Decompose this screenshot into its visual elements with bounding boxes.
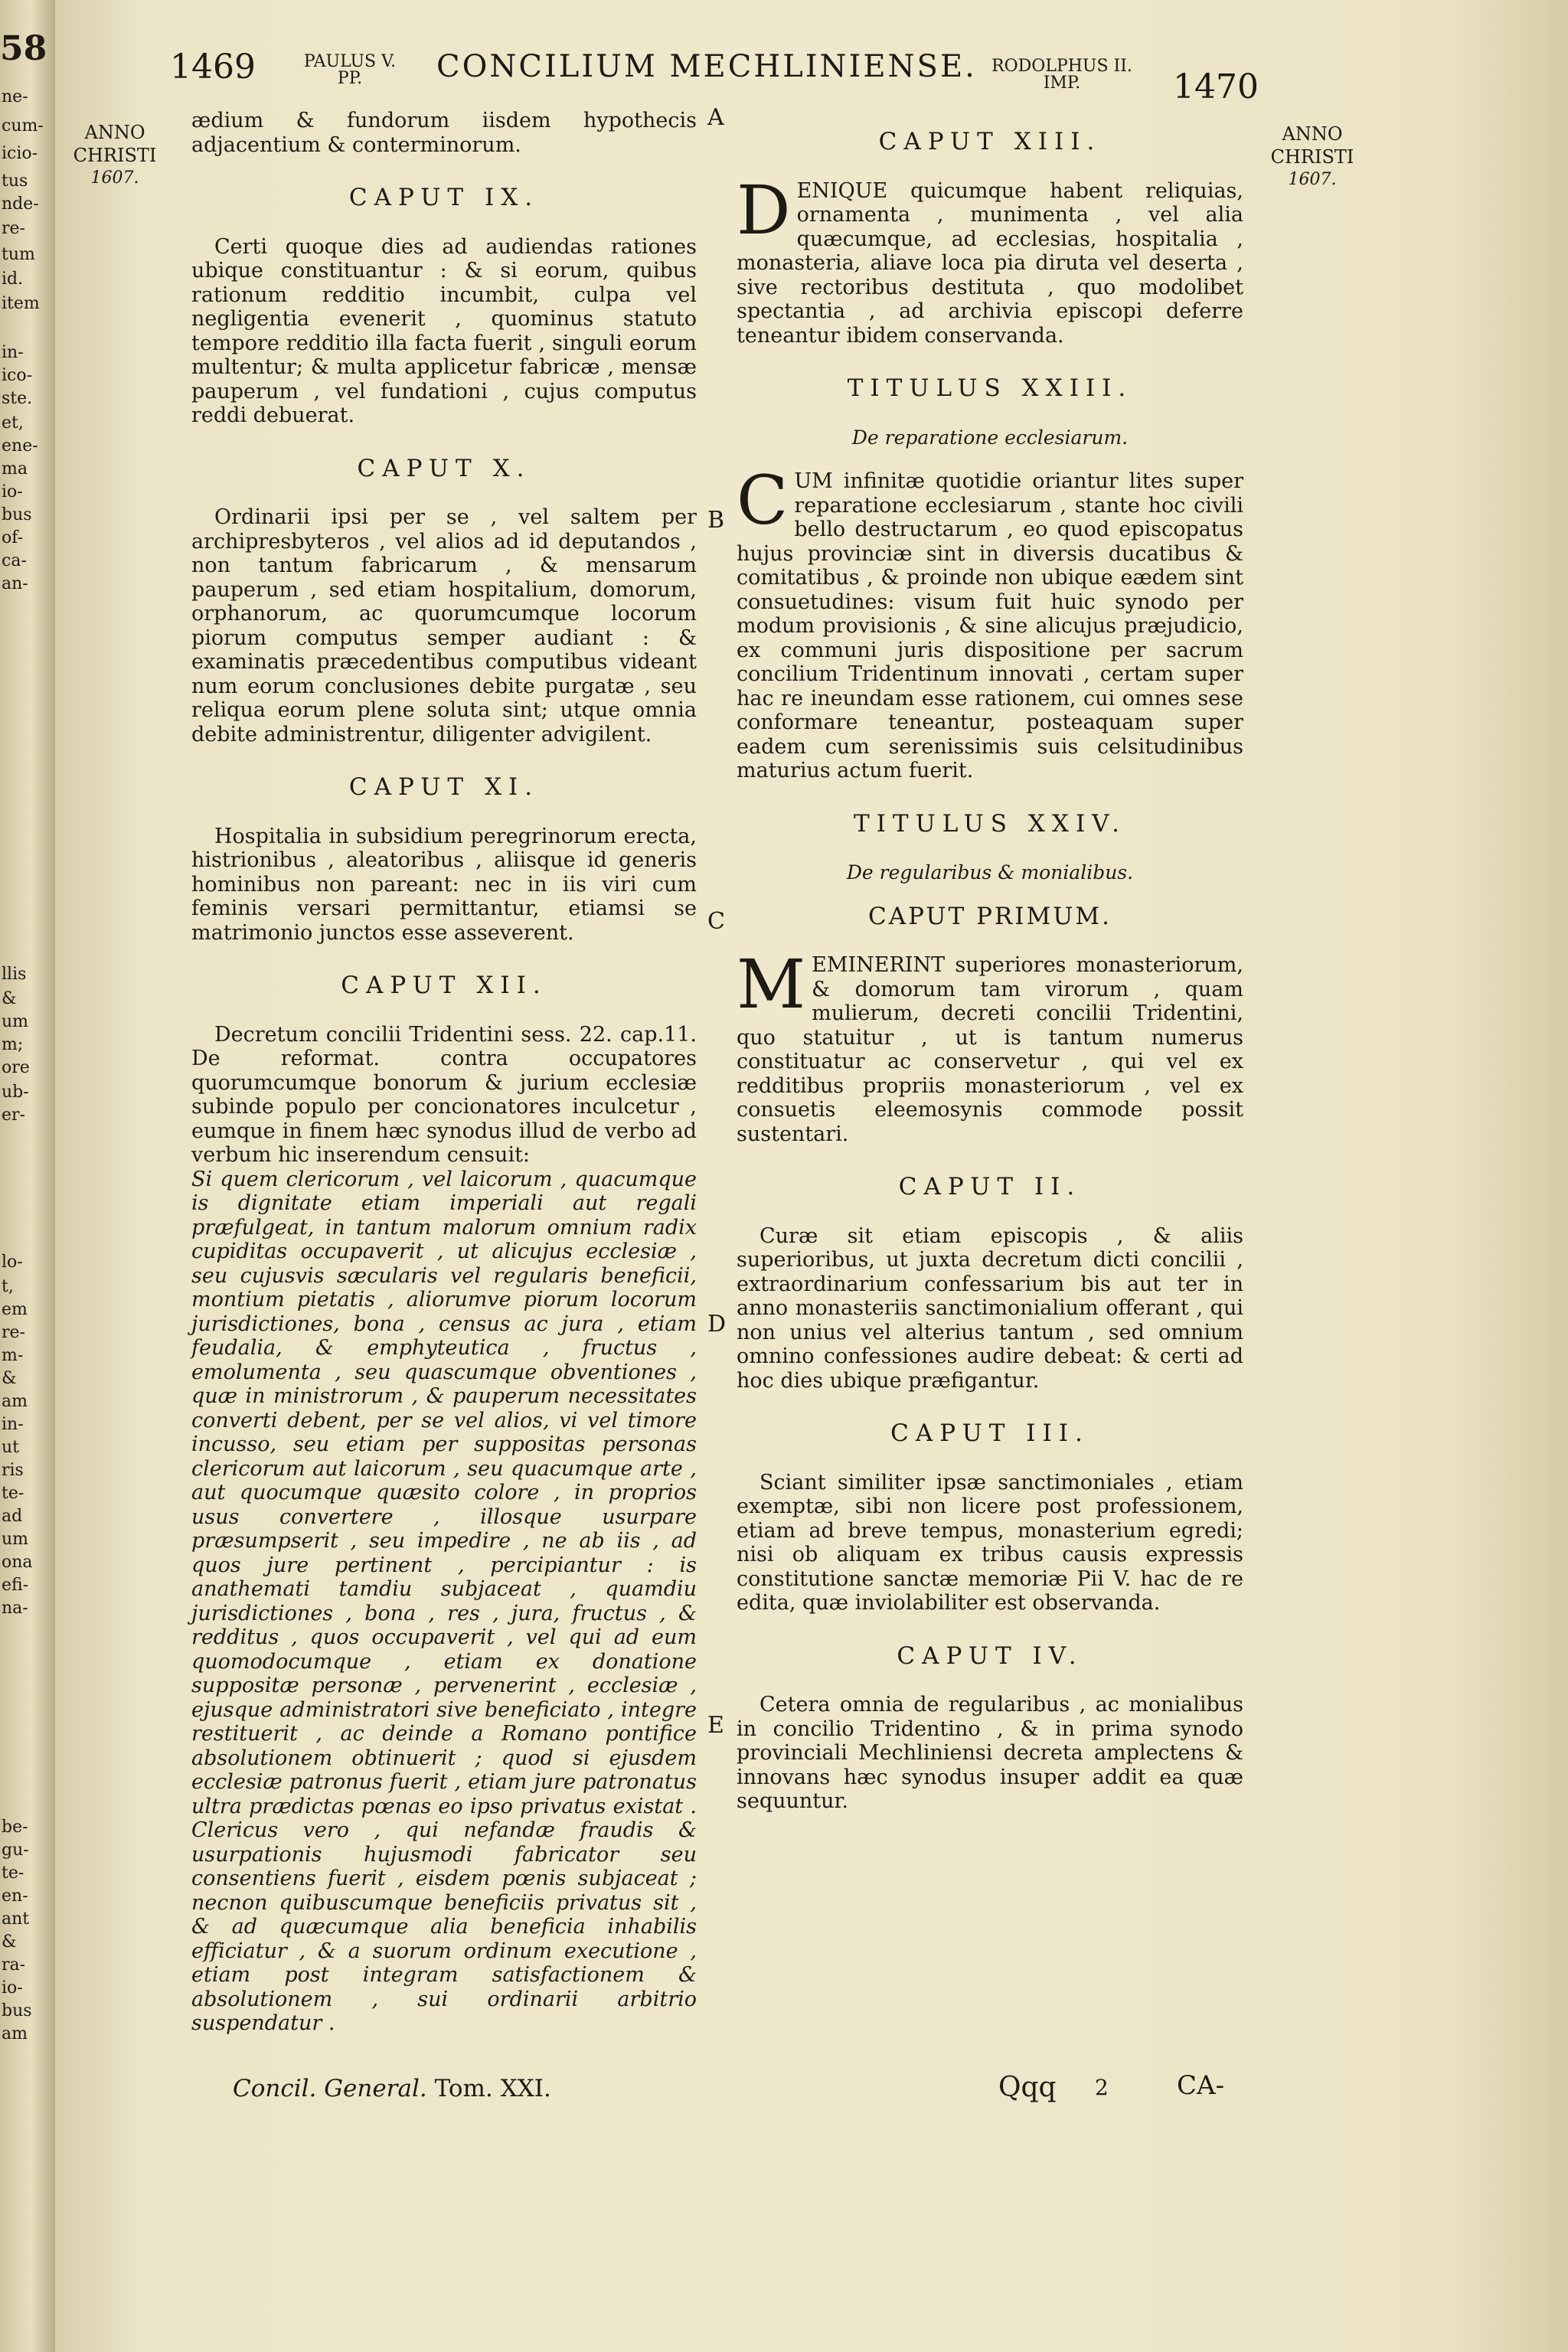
footer-tome: Tom. XXI. [434, 2075, 551, 2102]
caput-xiii-body: ENIQUE quicumque habent reliquias, ornamenta , munimenta , vel alia quæcumque, ad ecclesias, hospitalia , monasteria, aliave loca pia diruta vel deserta , sive rectoribus destituta , quo modolibet spectantia , ad archivia episcopi deferre teneantur ibidem conservanda. [737, 178, 1243, 348]
caput-iii-text: Sciant similiter ipsæ sanctimoniales , etiam exemptæ, sibi non licere post professionem, etiam ad breve tempus, monasterium egredi; nisi ob aliquam ex tribus causis expressis constitutione sanctæ memoriæ Pii V. hac de re edita, quæ inviolabiliter est observanda. [737, 1470, 1243, 1615]
caput-xiii-title: CAPUT XIII. [878, 128, 1102, 155]
previous-page-fragment: io- [2, 1978, 23, 1998]
margin-right-line3: 1607. [1288, 170, 1337, 189]
caput-x-title: CAPUT X. [357, 454, 531, 482]
previous-page-fragment: in- [2, 343, 24, 362]
margin-left-line1: ANNO [84, 122, 145, 143]
previous-page-fragment: ant [2, 1909, 30, 1929]
caput-iv-text: Cetera omnia de regularibus , ac monialibus in concilio Tridentino , & in prima synodo provinciali Mechliniensi decreta amplectens & innovans hæc synodus insuper addit ea quæ sequuntur. [737, 1693, 1243, 1813]
caput-primum-text [737, 945, 1243, 1146]
emperor-name [982, 58, 1142, 92]
caput-xi-text: Hospitalia in subsidium peregrinorum erecta, histrionibus , aleatoribus , aliisque id generis hominibus non pareant: nec in iis viri cum feminis versari permittantur, etiamsi se matrimonio junctos esse asseverent. [191, 824, 697, 945]
margin-left-line2: CHRISTI [73, 145, 157, 166]
previous-page-fragment: em [2, 1300, 28, 1319]
previous-page-fragment: ore [2, 1058, 30, 1077]
previous-page-fragment: ne- [2, 87, 28, 106]
signature-number: 2 [1095, 2075, 1109, 2100]
caput-xi-title: CAPUT XI. [348, 773, 540, 801]
previous-page-fragment: t, [2, 1277, 14, 1296]
titulus-xxiii-text [737, 461, 1243, 783]
previous-page-fragment: bus [2, 505, 32, 524]
margin-note-left [69, 121, 161, 190]
previous-page-fragment: be- [2, 1818, 28, 1837]
section-letter-a: A [707, 104, 724, 131]
caput-xii-text: Decretum concilii Tridentini sess. 22. cap.11. De reformat. contra occupatores quorumcumque bonorum & jurium ecclesiæ subinde populo per concionatores inculcetur , eumque in finem hæc synodus illud de verbo ad verbum hic inserendum censuit: [191, 1022, 697, 1167]
previous-page-fragment: an- [2, 574, 28, 593]
previous-page-fragment: m; [2, 1035, 24, 1054]
previous-page-fragment: te- [2, 1484, 24, 1503]
previous-page-fragment: am [2, 1392, 28, 1411]
previous-page-fragment: re- [2, 219, 25, 238]
previous-page-fragment: efi- [2, 1576, 29, 1595]
previous-page-edge [0, 0, 55, 2352]
previous-page-fragment: ris [2, 1461, 24, 1480]
previous-page-fragment: en- [2, 1886, 28, 1906]
caput-iv-title: CAPUT IV. [897, 1642, 1083, 1670]
drop-cap-d: D [737, 170, 791, 250]
previous-page-fragment: ra- [2, 1955, 26, 1975]
previous-page-fragment: te- [2, 1864, 24, 1883]
previous-page-fragment: gu- [2, 1841, 29, 1860]
previous-page-fragment: ca- [2, 551, 27, 570]
titulus-xxiii-subtitle: De reparatione ecclesiarum. [851, 426, 1129, 449]
previous-page-fragment: ma [2, 459, 28, 479]
previous-page-fragment: id. [2, 270, 24, 289]
footer-collection: Concil. General. [233, 2075, 427, 2102]
section-letter-d: D [707, 1311, 727, 1338]
caput-xii-title: CAPUT XII. [341, 972, 547, 999]
previous-page-fragment: in- [2, 1415, 24, 1434]
section-letter-c: C [707, 908, 725, 935]
caput-primum-title: CAPUT PRIMUM. [868, 902, 1112, 930]
previous-page-fragment: nde- [2, 194, 39, 214]
previous-page-fragment: re- [2, 1323, 25, 1342]
previous-page-fragment: et, [2, 413, 24, 433]
caput-primum-body: EMINERINT superiores monasteriorum, & domorum tam virorum , quam mulierum, decreti concilii Tridentini, quo statuitur , ut is tantum numerus constituatur ac conservetur , qui vel ex redditibus propriis monasteriorum , vel ex consuetis eleemosynis commode possit sustentari. [737, 953, 1243, 1146]
previous-page-fragment: ub- [2, 1083, 29, 1102]
previous-page-fragment: ste. [2, 389, 33, 408]
previous-page-fragment: tus [2, 172, 28, 191]
caput-xiii-text [737, 170, 1243, 348]
previous-page-fragment: & [2, 1932, 17, 1952]
right-column [737, 130, 1243, 1814]
pope-name [285, 54, 415, 87]
previous-page-fragment: um [2, 1012, 29, 1031]
previous-page-fragment: & [2, 1369, 17, 1388]
titulus-xxiii-title: TITULUS XXIII. [847, 374, 1133, 402]
previous-page-fragment: bus [2, 2001, 32, 2020]
titulus-xxiv-title: TITULUS XXIV. [853, 809, 1127, 838]
titulus-xxiv-subtitle: De regularibus & monialibus. [846, 861, 1134, 884]
previous-page-fragment: na- [2, 1599, 28, 1618]
page-number-left: 1469 [170, 47, 256, 87]
margin-note-right [1259, 122, 1366, 191]
previous-page-fragment: item [2, 294, 40, 313]
section-letter-e: E [707, 1712, 724, 1739]
caput-ix-title: CAPUT IX. [348, 184, 540, 211]
previous-page-fragment: llis [2, 965, 27, 984]
emperor-line1: RODOLPHUS II. [991, 57, 1132, 76]
previous-page-fragment: m- [2, 1346, 24, 1365]
previous-page-number: 58 [0, 29, 47, 68]
previous-page-fragment: ene- [2, 436, 38, 456]
running-title: CONCILIUM MECHLINIENSE. [436, 49, 977, 84]
caput-ix-text: Certi quoque dies ad audiendas rationes ubique constituantur : & si eorum, quibus rationum redditio incumbit, culpa vel negligentia evenerit , quominus statuto tempore redditio illa facta fuerit , singuli eorum multentur; & multa applicetur fabricæ , mensæ pauperum , vel fundationi , cujus computus reddi debuerat. [191, 234, 697, 427]
margin-right-line1: ANNO [1282, 123, 1343, 145]
previous-page-fragment: ad [2, 1507, 23, 1526]
section-letter-b: B [707, 507, 725, 534]
page-number-right: 1470 [1173, 67, 1259, 106]
emperor-line2: IMP. [1043, 74, 1081, 93]
previous-page-fragment: of- [2, 528, 24, 547]
left-column [191, 109, 697, 2036]
pope-line1: PAULUS V. [303, 52, 397, 71]
previous-page-fragment: cum- [2, 116, 44, 136]
previous-page-fragment: er- [2, 1106, 25, 1125]
previous-page-fragment: lo- [2, 1253, 23, 1272]
intro-text: ædium & fundorum iisdem hypothecis adjacentium & conterminorum. [191, 109, 697, 157]
book-page [55, 0, 1568, 2352]
drop-cap-m: M [737, 945, 806, 1024]
previous-page-fragment: io- [2, 482, 23, 501]
previous-page-fragment: icio- [2, 144, 38, 163]
previous-page-fragment: ut [2, 1438, 20, 1457]
pope-line2: PP. [337, 69, 363, 88]
signature-mark: Qqq [998, 2072, 1057, 2103]
previous-page-fragment: tum [2, 245, 35, 264]
caput-ii-text: Curæ sit etiam episcopis , & aliis superioribus, ut juxta decretum dicti concilii , extraordinarium confessarium bis aut ter in anno monasteriis sanctimonialium offerant , qui non unius vel alterius tantum , sed omnium omnino confessiones audire debeat: & certi ad hoc dies ubique præfigantur. [737, 1223, 1243, 1393]
caput-iii-title: CAPUT III. [890, 1419, 1089, 1447]
drop-cap-c: C [737, 461, 789, 540]
previous-page-fragment: ona [2, 1553, 33, 1572]
previous-page-fragment: am [2, 2024, 28, 2043]
catchword: CA- [1177, 2070, 1225, 2101]
caput-x-text: Ordinarii ipsi per se , vel saltem per archipresbyteros , vel alios ad id deputandos , non tantum fabricarum , & mensarum pauperum , sed etiam hospitalium, domorum, orphanorum, ac quorumcumque locorum piorum computus semper audiant : & examinatis præcedentibus computibus videant num eorum conclusiones debite purgatæ , seu reliqua eorum plene soluta sint; utque omnia debite administrentur, diligenter advigilent. [191, 505, 697, 746]
footer-volume [233, 2075, 551, 2102]
margin-right-line2: CHRISTI [1270, 146, 1354, 168]
titulus-xxiii-body: UM infinitæ quotidie oriantur lites super reparatione ecclesiarum , stante hoc civili bello destructarum , eo quod episcopatus hujus provinciæ sint in diversis ducatibus & comitatibus , & proinde non ubique eædem sint consuetudines: visum fuit huic synodo per modum provisionis , & sine alicujus præjudicio, ex communi juris dispositione per sacrum concilium Tridentinum innovati , certam super hac re ineundam esse rationem, cui omnes sese conformare teneantur, posteaquam super eadem cum serenissimis suis celsitudinibus maturius actum fuerit. [737, 469, 1243, 782]
margin-left-line3: 1607. [90, 168, 139, 188]
previous-page-fragment: um [2, 1530, 29, 1549]
caput-xii-quote: Si quem clericorum , vel laicorum , quacumque is dignitate etiam imperiali aut regali præfulgeat, in tantum malorum omnium radix cupiditas occupaverit , ut alicujus ecclesiæ , seu cujusvis sæcularis vel regularis beneficii, montium pietatis , aliorumve piorum locorum jurisdictiones, bona , census ac jura , etiam feudalia, & emphyteutica , fructus , emolumenta , seu quascumque obventiones , quæ in ministrorum , & pauperum necessitates converti debent, per se vel alios, vi vel timore incusso, seu etiam per suppositas personas clericorum aut laicorum , seu quacumque arte , aut quocumque quæsito colore , in proprios usus convertere , illosque usurpare præsumpserit , seu impedire , ne ab iis , ad quos jure pertinent , percipiantur : is anathemati tamdiu subjaceat , quamdiu jurisdictiones , bona , res , jura, fructus , & redditus , quos occupaverit , vel qui ad eum quomodocumque , etiam ex donatione suppositæ personæ , pervenerint , ecclesiæ , ejusque administratori sive beneficiato , integre restituerit , ac deinde a Romano pontifice absolutionem obtinuerit ; quod si ejusdem ecclesiæ patronus fuerit , etiam jure patronatus ultra prædictas pœnas eo ipso privatus existat . Clericus vero , qui nefandæ fraudis & usurpationis hujusmodi fabricator seu consentiens fuerit , eisdem pœnis subjaceat ; necnon quibuscumque beneficiis privatus sit , & ad quæcumque alia beneficia inhabilis efficiatur , & a suorum ordinum executione , etiam post integram satisfactionem & absolutionem , sui ordinarii arbitrio suspendatur . [191, 1167, 697, 2035]
previous-page-fragment: & [2, 989, 17, 1008]
previous-page-fragment: ico- [2, 366, 33, 385]
caput-ii-title: CAPUT II. [898, 1173, 1082, 1200]
